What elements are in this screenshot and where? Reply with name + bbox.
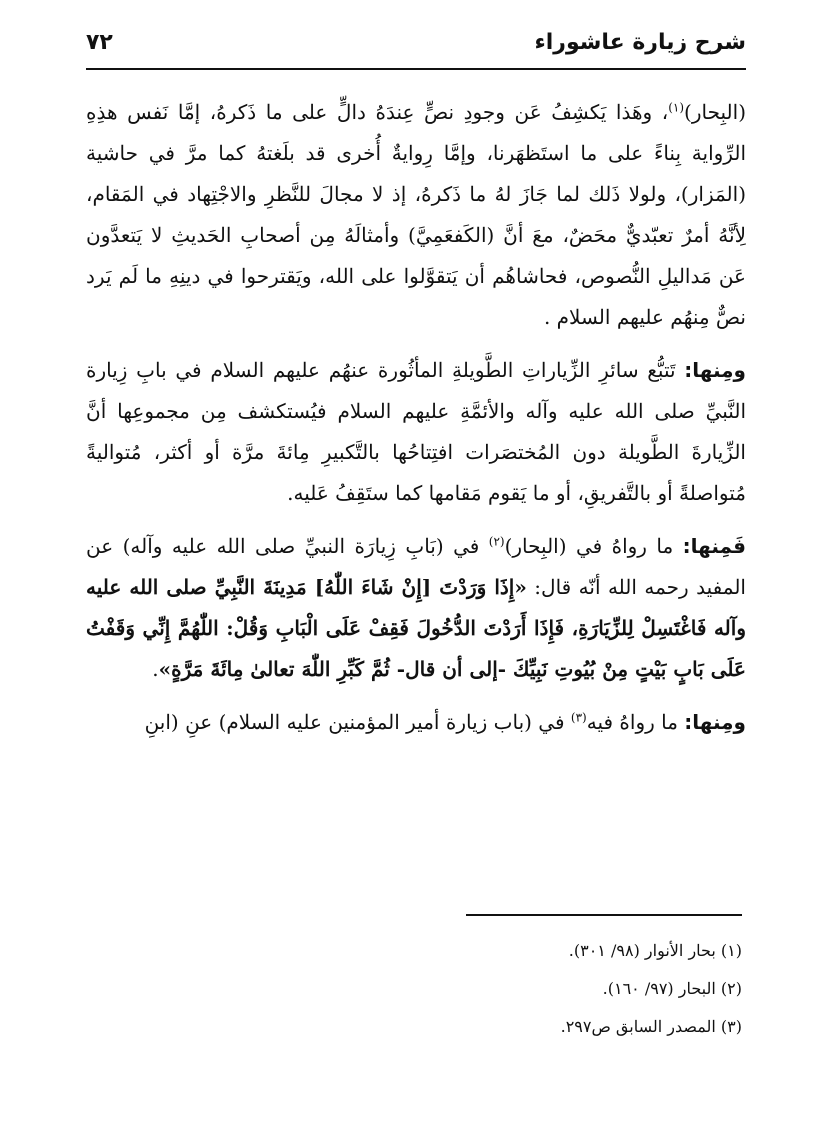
page-header <box>86 28 746 62</box>
paragraph-text: . <box>152 657 159 681</box>
main-text <box>86 92 746 755</box>
paragraph-text: (البِحار) <box>684 100 746 124</box>
paragraph-3 <box>86 526 746 690</box>
header-divider <box>86 68 746 70</box>
footnotes <box>86 932 742 1046</box>
paragraph-lead-word: فَمِنها: <box>682 534 746 558</box>
paragraph-text: ، وهَذا يَكشِفُ عَن وجودِ نصٍّ عِندَهُ دالٍّ على ما ذَكرهُ، إمَّا نَفس هذِهِ الرِّواية بِناءً على ما استَظهَرنا، وإمَّا رِوايةٌ أُخرى قد بلَغتهُ كما مرَّ في حاشية (المَزار)، ولولا ذَلك لما جَازَ لهُ ما ذَكرهُ، إذ لا مجالَ للنَّظرِ والاجْتِهاد في المَقام، لِأنَّهُ أمرٌ تعبّديٌّ محَضٌ، معَ أنَّ (الكَفعَمِيَّ) وأمثالَهُ مِن أصحابِ الحَديثِ لا يَتعدَّون عَن مَداليلِ النُّصوص، فحاشاهُم أن يَتقوَّلوا على الله، ويَقترحوا في دينِهِ ما لَم يَرد نصٌّ مِنهُم عليهم السلام . <box>86 100 746 329</box>
footnote-3: (٣) المصدر السابق ص٢٩٧. <box>560 1017 742 1036</box>
paragraph-lead-word: ومِنها: <box>684 710 746 734</box>
footnote-divider <box>466 914 742 916</box>
running-title: شرح زيارة عاشوراء <box>534 30 746 55</box>
footnote-ref-3: (٣) <box>570 710 587 725</box>
paragraph-text: في (بَابِ زِيارَة النبيِّ صلى الله عليه وآله) عن المفيد رحمه الله أنّه قال: <box>86 534 746 599</box>
paragraph-2 <box>86 350 746 514</box>
paragraph-text: ما رواهُ فيه <box>586 710 685 734</box>
footnote-2: (٢) البحار (٩٧/ ١٦٠). <box>602 979 742 998</box>
paragraph-text: تَتبُّع سائرِ الزِّياراتِ الطَّويلةِ المأثُورة عنهُم عليهم السلام في بابِ زِيارة النَّبيِّ صلى الله عليه وآله والأئمَّةِ عليهم السلام فيُستكشف مِن مجموعِها أنَّ الزِّيارةَ الطَّويلة دون المُختصَرات افتِتاحُها بالتَّكبيرِ مِائةَ مرَّة أو أكثر، مُتواليةً مُتواصلةً أو بالتَّفريقِ، أو ما يَقوم مَقامها كما ستَقِفُ عَليه. <box>86 358 746 505</box>
paragraph-lead-word: ومِنها: <box>684 358 746 382</box>
quoted-text: «إِذَا وَرَدْتَ [إِنْ شَاءَ اللّٰهُ] مَدِينَةَ النَّبِيِّ صلى الله عليه وآله فَاغْتَسِلْ لِلزِّيَارَةِ، فَإِذَا أَرَدْتَ الدُّخُولَ فَقِفْ عَلَى الْبَابِ وَقُلْ: اللّٰهُمَّ إِنِّي وَقَفْتُ عَلَى بَابٍ بَيْتٍ مِنْ بُيُوتِ نَبِيِّكَ -إلى أن قال- ثُمَّ كَبِّرِ اللّٰهَ تعالىٰ مِائَةَ مَرَّةٍ» <box>86 575 746 681</box>
paragraph-4 <box>86 702 746 743</box>
paragraph-text: في (باب زيارة أمير المؤمنين عليه السلام) عنِ (ابنِ <box>144 710 571 734</box>
paragraph-text: ما رواهُ في (البِحار) <box>504 534 683 558</box>
page-number: ٧٢ <box>86 30 113 55</box>
footnote-1: (١) بحار الأنوار (٩٨/ ٣٠١). <box>568 941 742 960</box>
paragraph-1 <box>86 92 746 338</box>
footnote-ref-1: (١) <box>668 100 685 115</box>
footnote-ref-2: (٢) <box>488 534 505 549</box>
